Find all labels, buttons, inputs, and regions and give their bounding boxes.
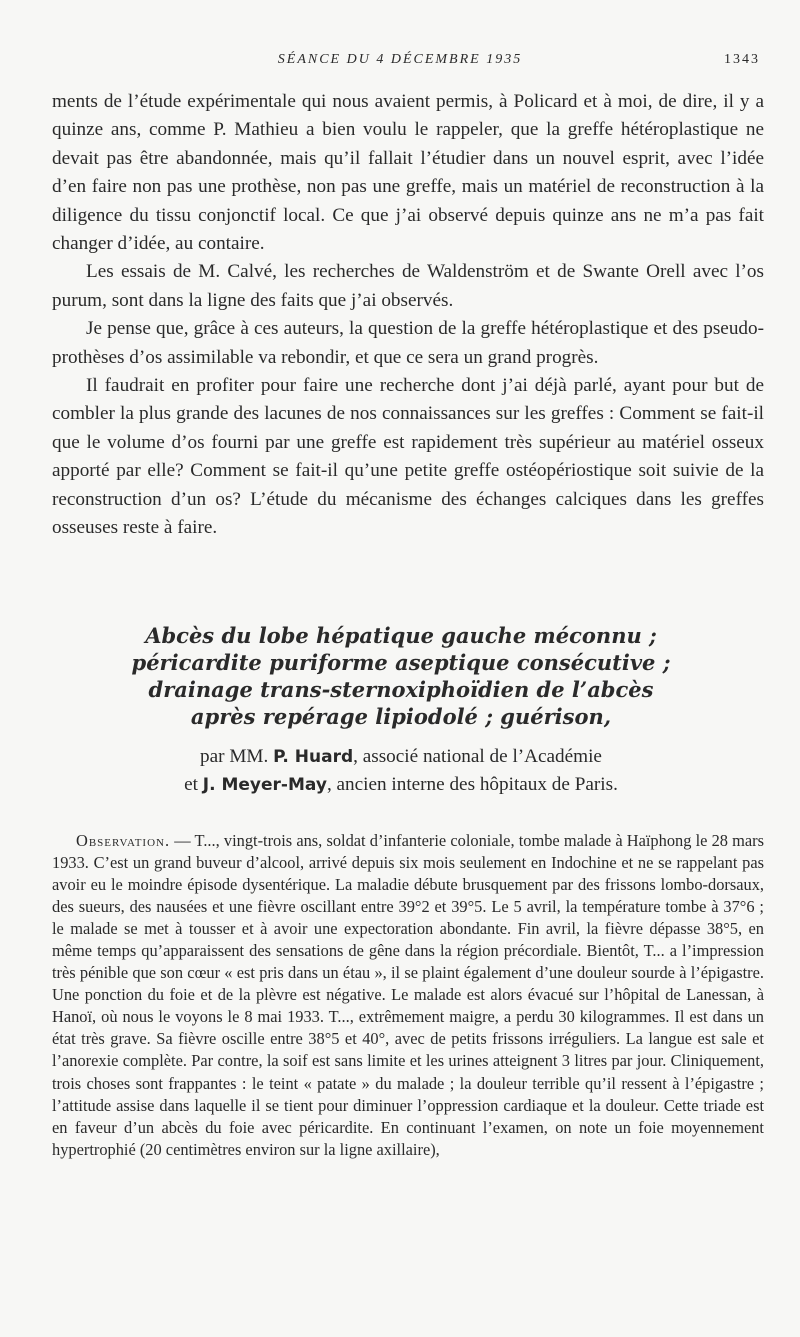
observation-paragraph bbox=[52, 830, 764, 1161]
authors-prefix: par MM. bbox=[200, 746, 274, 767]
title-line-1: Abcès du lobe hépatique gauche méconnu ; bbox=[145, 623, 657, 648]
page-header bbox=[0, 52, 800, 72]
article-authors bbox=[40, 743, 762, 799]
running-head: SÉANCE DU 4 DÉCEMBRE 1935 bbox=[277, 52, 523, 67]
observation-section bbox=[52, 830, 764, 1161]
paragraph-2: Les essais de M. Calvé, les recherches de Waldenström et de Swante Orell avec l’os purum, sont dans la ligne des faits que j’ai observés. bbox=[52, 261, 764, 311]
author-1: P. Huard bbox=[273, 747, 354, 767]
title-line-3: drainage trans-sternoxiphoïdien de l’abcès bbox=[148, 677, 654, 702]
authors-line-1 bbox=[40, 743, 762, 771]
paragraph-3: Je pense que, grâce à ces auteurs, la question de la greffe hétéroplastique et des pseudo-prothèses d’os assimilable va rebondir, et que ce sera un grand progrès. bbox=[52, 318, 764, 368]
title-line-4: après repérage lipiodolé ; guérison, bbox=[190, 704, 612, 729]
authors-conjunction: et bbox=[184, 774, 203, 795]
author-2: J. Meyer-May bbox=[202, 775, 327, 795]
observation-text: — T..., vingt-trois ans, soldat d’infanterie coloniale, tombe malade à Haïphong le 28 mars 1933. C’est un grand buveur d’alcool, arrivé depuis six mois seulement en Indochine et ne se rappelant pas avoir eu le moindre épisode dysentérique. La maladie débute brusquement par des frissons lombo-dorsaux, des sueurs, des nausées et une fièvre oscillant entre 39°2 et 39°5. Le 5 avril, la température tombe à 37°6 ; le malade se met à tousser et à avoir une expectoration abondante. Fin avril, la fièvre dépasse 38°5, en même temps qu’apparaissent des sensations de gêne dans la région précordiale. Bientôt, T... a l’impression très pénible que son cœur « est pris dans un étau », il se plaint également d’une douleur sourde à l’épigastre. Une ponction du foie et de la plèvre est négative. Le malade est alors évacué sur l’hôpital de Lanessan, à Hanoï, où nous le voyons le 8 mai 1933. T..., extrêmement maigre, a perdu 30 kilogrammes. Il est dans un état très grave. Sa fièvre oscille entre 38°5 et 40°, avec de petits frissons irréguliers. La langue est sale et l’anorexie complète. Par contre, la soif est sans limite et les urines atteignent 3 litres par jour. Cliniquement, trois choses sont frappantes : le teint « patate » du malade ; la douleur terrible qu’il ressent à l’épigastre ; l’attitude assise dans laquelle il se tient pour diminuer l’oppression cardiaque et la douleur. Cette triade est en faveur d’un abcès du foie avec péricardite. En continuant l’examen, on note un foie moyennement hypertrophié (20 centimètres environ sur la ligne axillaire), bbox=[52, 831, 764, 1159]
page-number: 1343 bbox=[724, 52, 760, 67]
title-line-2: péricardite puriforme aseptique consécutive ; bbox=[131, 650, 671, 675]
observation-label: Observation. bbox=[76, 831, 171, 850]
author-1-affiliation: , associé national de l’Académie bbox=[353, 746, 602, 767]
authors-line-2 bbox=[40, 771, 762, 799]
paragraph-1: ments de l’étude expérimentale qui nous avaient permis, à Policard et à moi, de dire, il y a quinze ans, comme P. Mathieu a bien voulu le rappeler, que la greffe hétéroplastique ne devait pas être abandonnée, mais qu’il fallait l’étudier dans un nouvel esprit, avec l’idée d’en faire non pas une prothèse, non pas une greffe, mais un matériel de reconstruction à la diligence du tissu conjonctif local. Ce que j’ai observé depuis quinze ans ne m’a pas fait changer d’idée, au contaire. bbox=[52, 91, 764, 255]
article-title bbox=[40, 622, 762, 730]
discussion-text bbox=[52, 88, 764, 543]
paragraph-4: Il faudrait en profiter pour faire une recherche dont j’ai déjà parlé, ayant pour but de combler la plus grande des lacunes de nos connaissances sur les greffes : Comment se fait-il que le volume d’os fourni par une greffe est rapidement très supérieur au matériel osseux apporté par elle? Comment se fait-il qu’une petite greffe ostéopériostique soit suivie de la reconstruction d’un os? L’étude du mécanisme des échanges calciques dans les greffes osseuses reste à faire. bbox=[52, 375, 764, 539]
author-2-affiliation: , ancien interne des hôpitaux de Paris. bbox=[326, 774, 618, 795]
